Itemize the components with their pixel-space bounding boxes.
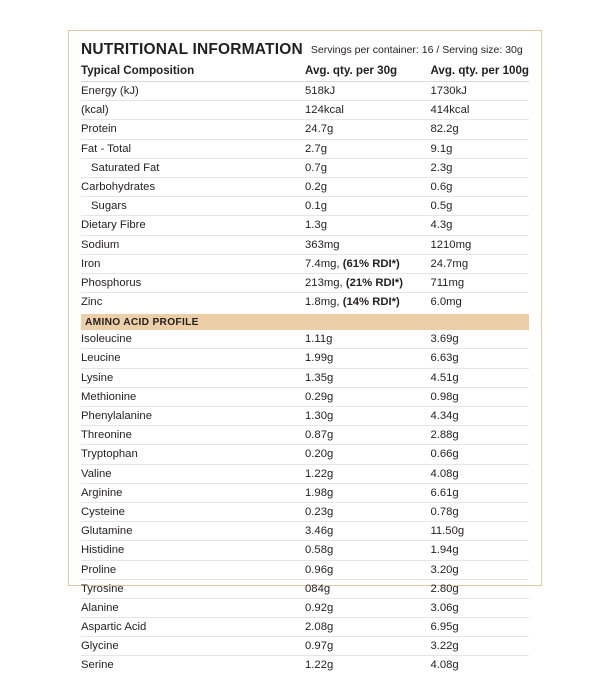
- amino-acid-per-100g: 3.22g: [430, 637, 529, 656]
- nutrition-panel-inner: [69, 31, 541, 675]
- nutrient-per-100g: 82.2g: [430, 120, 529, 139]
- amino-acid-per-30g: 0.92g: [305, 598, 430, 617]
- nutrient-per-100g: 6.0mg: [430, 296, 462, 309]
- amino-acid-per-30g: 0.87g: [305, 426, 430, 445]
- table-row: [81, 522, 529, 541]
- nutrient-per-30g: 24.7g: [305, 120, 430, 139]
- amino-acid-per-30g: 084g: [305, 579, 430, 598]
- nutrient-per-100g: 0.6g: [430, 177, 529, 196]
- section-title: AMINO ACID PROFILE: [81, 314, 529, 330]
- table-row: [81, 177, 529, 196]
- amino-section: [81, 314, 529, 674]
- amino-acid-label: Serine: [81, 659, 114, 672]
- nutrient-label: Dietary Fibre: [81, 216, 305, 235]
- amino-acid-per-30g: 1.22g: [305, 464, 430, 483]
- amino-acid-label: Arginine: [81, 483, 305, 502]
- nutrient-label: Saturated Fat: [81, 158, 305, 177]
- nutrient-per-100g: 24.7mg: [430, 254, 529, 273]
- column-header-per-30g: Avg. qty. per 30g: [305, 64, 430, 82]
- nutrient-label: Phosphorus: [81, 273, 305, 292]
- amino-acid-label: Threonine: [81, 426, 305, 445]
- table-row: [81, 158, 529, 177]
- nutrient-per-30g: 7.4mg, (61% RDI*): [305, 254, 430, 273]
- table-row: [81, 368, 529, 387]
- nutrient-per-100g: 1210mg: [430, 235, 529, 254]
- amino-acid-per-100g: 0.98g: [430, 387, 529, 406]
- amino-acid-label: Glutamine: [81, 522, 305, 541]
- nutrient-per-30g: 1.3g: [305, 216, 430, 235]
- amino-acid-per-100g: 11.50g: [430, 522, 529, 541]
- amino-acid-label: Isoleucine: [81, 330, 305, 349]
- table-row: [81, 483, 529, 502]
- nutrition-panel: [68, 30, 542, 672]
- table-row: [81, 330, 529, 349]
- nutrition-table-body: [81, 82, 529, 312]
- nutrient-label: Protein: [81, 120, 305, 139]
- amino-acid-per-100g: 3.06g: [430, 598, 529, 617]
- amino-table: [81, 314, 529, 674]
- nutrient-label: Zinc: [81, 296, 103, 309]
- amino-acid-label: Proline: [81, 560, 305, 579]
- nutrient-per-100g: 4.3g: [430, 216, 529, 235]
- nutrient-per-30g: 2.7g: [305, 139, 430, 158]
- amino-acid-per-100g: 4.51g: [430, 368, 529, 387]
- amino-acid-per-100g: 1.94g: [430, 541, 529, 560]
- amino-acid-label: Aspartic Acid: [81, 618, 305, 637]
- panel-header: [81, 41, 529, 64]
- table-row: [81, 541, 529, 560]
- amino-acid-per-30g: 1.22g: [305, 659, 334, 672]
- table-row: [81, 349, 529, 368]
- amino-acid-label: Alanine: [81, 598, 305, 617]
- table-row: [81, 293, 529, 312]
- nutrient-per-100g: 1730kJ: [430, 82, 529, 101]
- amino-acid-per-30g: 1.30g: [305, 407, 430, 426]
- amino-acid-label: Tyrosine: [81, 579, 305, 598]
- column-header-per-100g: Avg. qty. per 100g: [430, 64, 529, 82]
- table-row: [81, 139, 529, 158]
- table-row: [81, 216, 529, 235]
- amino-acid-label: Lysine: [81, 368, 305, 387]
- nutrient-per-30g: 363mg: [305, 235, 430, 254]
- amino-acid-per-100g: 6.63g: [430, 349, 529, 368]
- table-header-row: [81, 64, 529, 82]
- table-row: [81, 637, 529, 656]
- nutrient-per-30g: 0.1g: [305, 197, 430, 216]
- amino-acid-label: Tryptophan: [81, 445, 305, 464]
- table-row: [81, 235, 529, 254]
- amino-acid-label: Phenylalanine: [81, 407, 305, 426]
- table-row: [81, 445, 529, 464]
- table-row: [81, 254, 529, 273]
- nutrient-label: Sodium: [81, 235, 305, 254]
- amino-acid-per-100g: 0.66g: [430, 445, 529, 464]
- nutrient-per-100g: 711mg: [430, 273, 529, 292]
- amino-acid-label: Glycine: [81, 637, 305, 656]
- amino-acid-per-30g: 1.35g: [305, 368, 430, 387]
- table-row: [81, 120, 529, 139]
- table-row: [81, 82, 529, 101]
- table-row: [81, 387, 529, 406]
- amino-acid-per-100g: 2.88g: [430, 426, 529, 445]
- nutrient-per-100g: 2.3g: [430, 158, 529, 177]
- nutrient-label: Energy (kJ): [81, 82, 305, 101]
- amino-acid-per-30g: 0.20g: [305, 445, 430, 464]
- amino-acid-per-30g: 0.58g: [305, 541, 430, 560]
- table-row: [81, 618, 529, 637]
- nutrient-per-30g: 1.8mg, (14% RDI*): [305, 296, 400, 309]
- nutrient-label: Sugars: [81, 197, 305, 216]
- nutrient-label: Iron: [81, 254, 305, 273]
- table-row: [81, 464, 529, 483]
- nutrient-rdi: (21% RDI*): [345, 276, 403, 289]
- column-header-composition: Typical Composition: [81, 64, 305, 82]
- amino-acid-label: Histidine: [81, 541, 305, 560]
- nutrient-per-100g: 9.1g: [430, 139, 529, 158]
- table-row: [81, 502, 529, 521]
- amino-acid-per-100g: 4.08g: [430, 659, 459, 672]
- amino-acid-per-100g: 3.20g: [430, 560, 529, 579]
- amino-acid-per-100g: 6.61g: [430, 483, 529, 502]
- amino-acid-per-100g: 2.80g: [430, 579, 529, 598]
- amino-acid-per-30g: 1.11g: [305, 330, 430, 349]
- nutrient-label: Carbohydrates: [81, 177, 305, 196]
- nutrient-per-30g: 0.7g: [305, 158, 430, 177]
- amino-acid-per-30g: 0.97g: [305, 637, 430, 656]
- table-row: [81, 579, 529, 598]
- page-title: NUTRITIONAL INFORMATION: [81, 41, 303, 58]
- amino-acid-per-100g: 4.34g: [430, 407, 529, 426]
- table-row: [81, 560, 529, 579]
- amino-acid-per-100g: 4.08g: [430, 464, 529, 483]
- nutrient-per-30g: 124kcal: [305, 101, 430, 120]
- serving-info: Servings per container: 16 / Serving size: 30g: [310, 44, 523, 56]
- amino-acid-per-100g: 0.78g: [430, 502, 529, 521]
- amino-acid-per-30g: 0.23g: [305, 502, 430, 521]
- table-row: [81, 101, 529, 120]
- amino-acid-per-100g: 3.69g: [430, 330, 529, 349]
- amino-acid-per-100g: 6.95g: [430, 618, 529, 637]
- nutrition-table: [81, 64, 529, 311]
- nutrient-per-30g: 213mg, (21% RDI*): [305, 273, 430, 292]
- amino-acid-per-30g: 2.08g: [305, 618, 430, 637]
- nutrient-per-30g: 518kJ: [305, 82, 430, 101]
- amino-acid-label: Methionine: [81, 387, 305, 406]
- amino-acid-per-30g: 1.98g: [305, 483, 430, 502]
- table-row: [81, 656, 529, 675]
- table-row: [81, 273, 529, 292]
- nutrient-rdi: (61% RDI*): [342, 257, 400, 270]
- nutrient-per-100g: 414kcal: [430, 101, 529, 120]
- amino-acid-per-30g: 3.46g: [305, 522, 430, 541]
- nutrient-label: (kcal): [81, 101, 305, 120]
- amino-acid-label: Leucine: [81, 349, 305, 368]
- nutrient-rdi: (14% RDI*): [342, 296, 400, 309]
- table-row: [81, 426, 529, 445]
- nutrient-per-100g: 0.5g: [430, 197, 529, 216]
- amino-acid-per-30g: 1.99g: [305, 349, 430, 368]
- amino-acid-label: Cysteine: [81, 502, 305, 521]
- amino-acid-label: Valine: [81, 464, 305, 483]
- nutrient-per-30g: 0.2g: [305, 177, 430, 196]
- table-row: [81, 407, 529, 426]
- amino-acid-per-30g: 0.96g: [305, 560, 430, 579]
- section-header-row: [81, 314, 529, 330]
- nutrient-label: Fat - Total: [81, 139, 305, 158]
- amino-acid-per-30g: 0.29g: [305, 387, 430, 406]
- table-row: [81, 197, 529, 216]
- amino-table-body: [81, 330, 529, 674]
